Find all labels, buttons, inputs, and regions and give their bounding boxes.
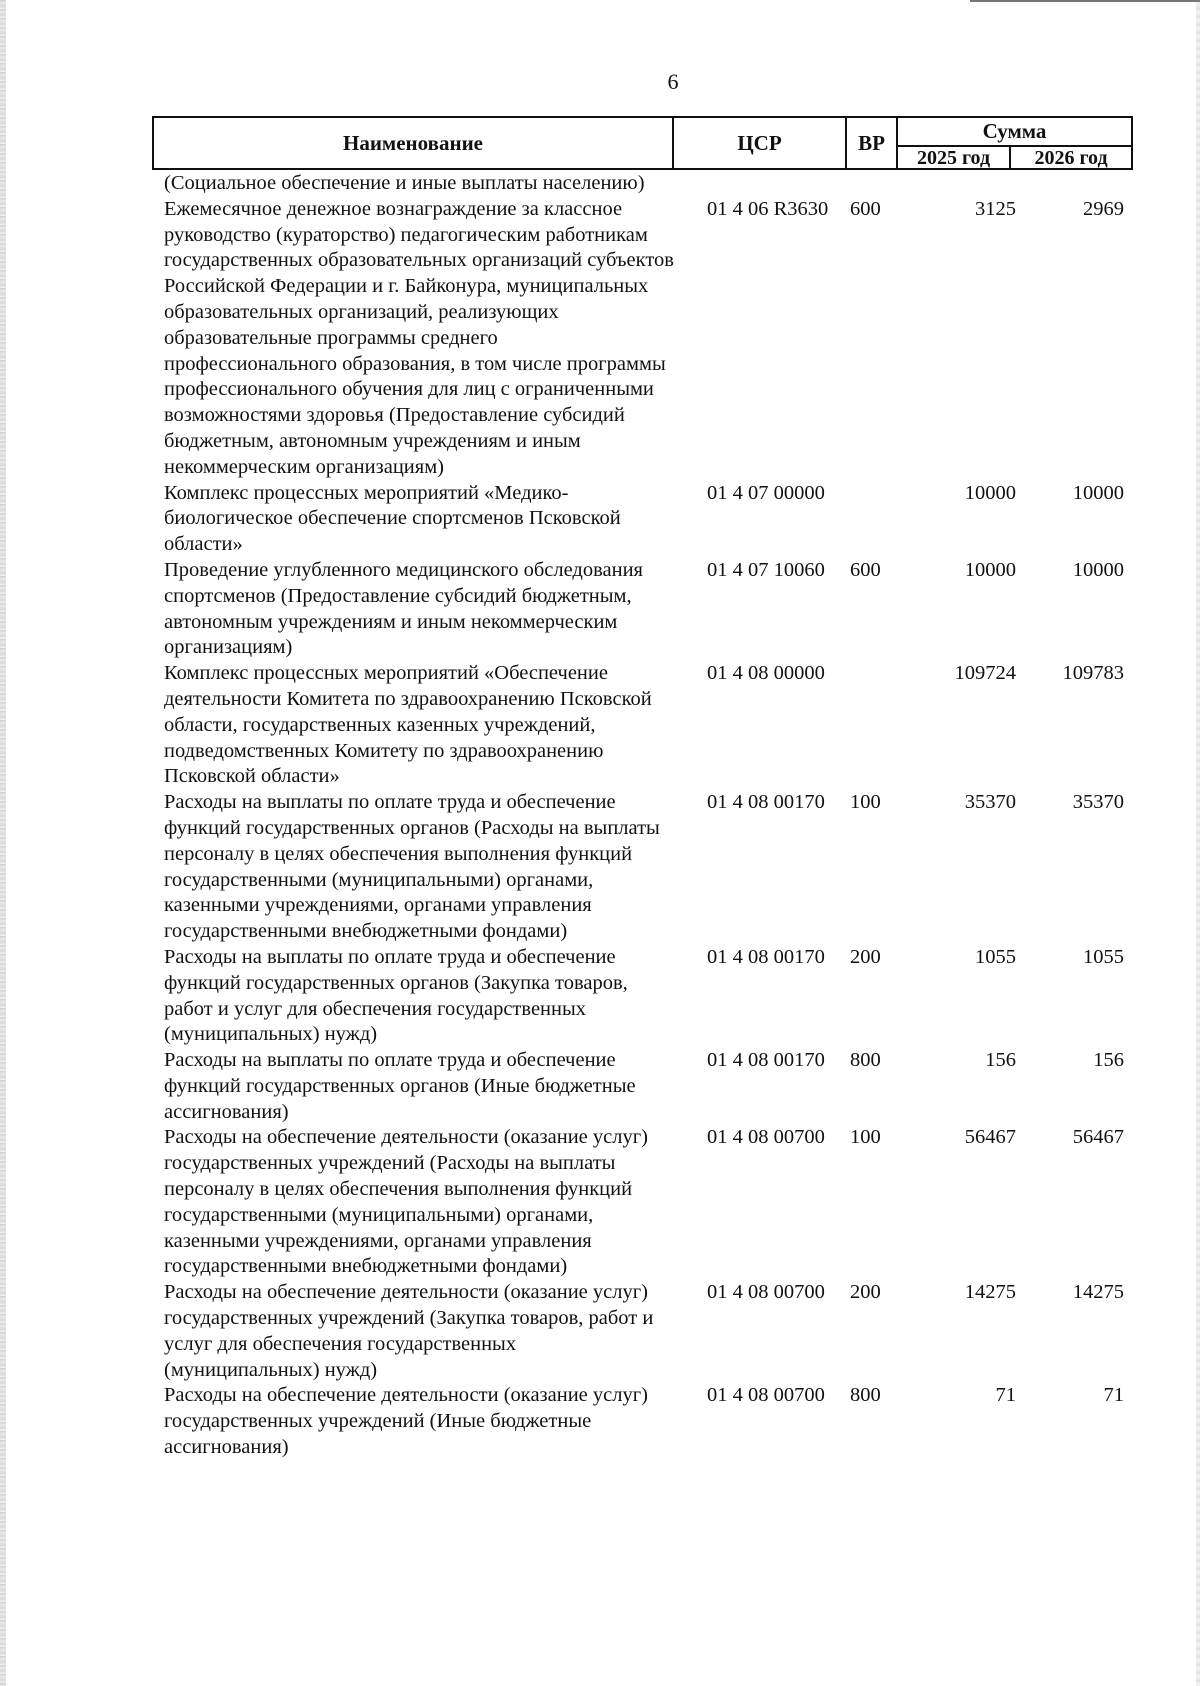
- row-name: Расходы на выплаты по оплате труда и обеспечение функций государственных органов (Расходы на выплаты персоналу в целях обеспечения выполнения функций государственными (муниципальными) органами, казенными учреждениями, органами управления государственными внебюджетными фондами): [164, 791, 660, 943]
- row-name: Ежемесячное денежное вознаграждение за классное руководство (кураторство) педагогическим работникам государственных образовательных организаций субъектов Российской Федерации и г. Байконура, муниципальных образовательных организаций, реализующих образовательные программы среднего профессионального образования, в том числе программы профессионального обучения для лиц с ограниченными возможностями здоровья (Предоставление субсидий бюджетным, автономным учреждениям и иным некоммерческим организациям): [164, 197, 674, 478]
- page-number: 6: [667, 69, 679, 94]
- row-sum-2025: 156: [985, 1049, 1016, 1072]
- row-sum-2025: 10000: [964, 481, 1016, 504]
- table-row: [164, 1125, 1124, 1280]
- row-name: Комплекс процессных мероприятий «Медико-биологическое обеспечение спортсменов Псковской области»: [164, 481, 621, 556]
- header-vr: ВР: [847, 118, 898, 168]
- row-vr: 600: [850, 197, 881, 220]
- row-vr: 100: [850, 791, 881, 814]
- row-csr: 01 4 08 00170: [707, 791, 825, 814]
- row-name: Расходы на обеспечение деятельности (оказание услуг) государственных учреждений (Закупка товаров, работ и услуг для обеспечения государственных (муниципальных) нужд): [164, 1281, 654, 1381]
- table-header: [152, 116, 1133, 170]
- scan-edge-left: [0, 0, 6, 1686]
- row-csr: 01 4 08 00700: [707, 1281, 825, 1304]
- table-row: [164, 661, 1124, 790]
- table-row: [164, 1280, 1124, 1383]
- row-vr: 800: [850, 1049, 881, 1072]
- table-row: [164, 1048, 1124, 1125]
- row-sum-2025: 1055: [975, 945, 1016, 968]
- row-sum-2026: 156: [1093, 1049, 1124, 1072]
- row-sum-2025: 71: [995, 1384, 1016, 1407]
- table-row: [164, 558, 1124, 661]
- table-row: [164, 1383, 1124, 1460]
- row-csr: 01 4 08 00170: [707, 945, 825, 968]
- row-vr: 600: [850, 558, 881, 581]
- row-name: Расходы на выплаты по оплате труда и обеспечение функций государственных органов (Закупка товаров, работ и услуг для обеспечения государственных (муниципальных) нужд): [164, 945, 628, 1046]
- row-sum-2026: 56467: [1072, 1126, 1124, 1149]
- row-sum-2025: 3125: [975, 197, 1016, 220]
- table-row: [164, 171, 1124, 197]
- row-sum-2026: 10000: [1072, 481, 1124, 504]
- row-sum-2025: 35370: [964, 791, 1016, 814]
- table-body: [164, 171, 1124, 1461]
- header-sum: Сумма: [898, 118, 1131, 147]
- row-sum-2025: 56467: [964, 1126, 1016, 1149]
- header-year-2025: 2025 год: [898, 147, 1011, 168]
- row-sum-2026: 35370: [1072, 791, 1124, 814]
- row-vr: 800: [850, 1384, 881, 1407]
- row-name: Проведение углубленного медицинского обследования спортсменов (Предоставление субсидий бюджетным, автономным учреждениям и иным некоммерческим организациям): [164, 558, 643, 659]
- top-rule: [970, 0, 1200, 2]
- row-csr: 01 4 08 00700: [707, 1126, 825, 1149]
- header-name: Наименование: [154, 118, 674, 168]
- row-sum-2025: 109724: [954, 662, 1016, 685]
- table-row: [164, 197, 1124, 481]
- table-row: [164, 945, 1124, 1048]
- row-name: Комплекс процессных мероприятий «Обеспечение деятельности Комитета по здравоохранению Псковской области, государственных казенных учреждений, подведомственных Комитету по здравоохранению Псковской области»: [164, 662, 652, 788]
- row-vr: 100: [850, 1126, 881, 1149]
- row-csr: 01 4 07 00000: [707, 481, 825, 504]
- row-name: Расходы на выплаты по оплате труда и обеспечение функций государственных органов (Иные бюджетные ассигнования): [164, 1049, 636, 1123]
- table-row: [164, 481, 1124, 558]
- header-year-2026: 2026 год: [1034, 147, 1108, 169]
- row-name: Расходы на обеспечение деятельности (оказание услуг) государственных учреждений (Расходы на выплаты персоналу в целях обеспечения выполнения функций государственными (муниципальными) органами, казенными учреждениями, органами управления государственными внебюджетными фондами): [164, 1126, 648, 1278]
- row-name: Расходы на обеспечение деятельности (оказание услуг) государственных учреждений (Иные бюджетные ассигнования): [164, 1384, 648, 1459]
- row-csr: 01 4 06 R3630: [707, 197, 829, 220]
- row-sum-2025: 10000: [964, 558, 1016, 581]
- row-sum-2026: 109783: [1062, 662, 1124, 685]
- table-row: [164, 790, 1124, 945]
- row-vr: 200: [850, 945, 881, 968]
- row-sum-2026: 2969: [1083, 197, 1124, 220]
- row-sum-2026: 71: [1103, 1384, 1124, 1407]
- row-csr: 01 4 08 00170: [707, 1049, 825, 1072]
- row-sum-2026: 10000: [1072, 558, 1124, 581]
- row-name: (Социальное обеспечение и иные выплаты населению): [164, 172, 645, 194]
- scan-edge-right: [1196, 0, 1200, 1686]
- row-sum-2025: 14275: [964, 1281, 1016, 1304]
- row-csr: 01 4 08 00000: [707, 662, 825, 685]
- row-csr: 01 4 07 10060: [707, 558, 825, 581]
- row-vr: 200: [850, 1281, 881, 1304]
- header-csr: ЦСР: [674, 118, 847, 168]
- row-csr: 01 4 08 00700: [707, 1384, 825, 1407]
- row-sum-2026: 1055: [1083, 945, 1124, 968]
- row-sum-2026: 14275: [1072, 1281, 1124, 1304]
